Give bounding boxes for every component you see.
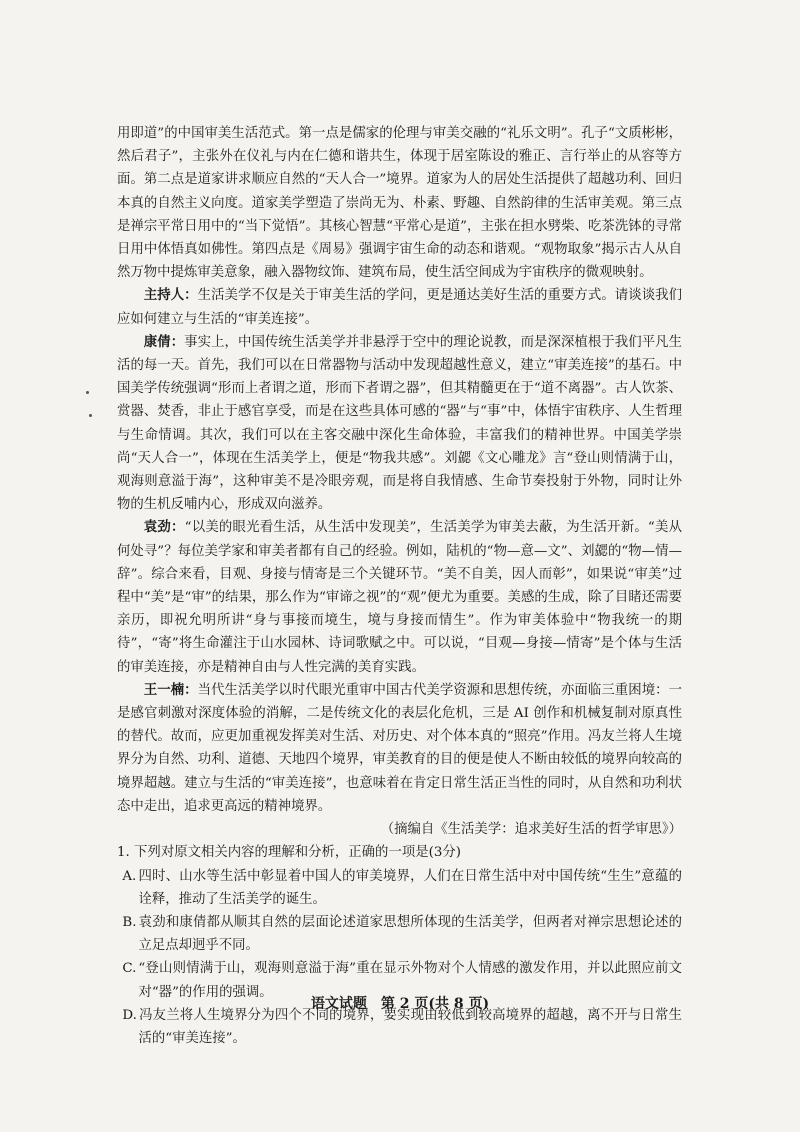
- speaker-yuan-jin: 袁劲：: [143, 519, 185, 536]
- question-1: [117, 841, 682, 1050]
- paragraph-host: [117, 284, 682, 330]
- speaker-kang-qian: 康倩：: [143, 333, 185, 350]
- yuan-jin-text: “以美的眼光看生活，从生活中发现美”，生活美学为审美去蔽，为生活开新。“美从何处寻”？每位美学家和审美者都有自己的经验。例如，陆机的“物—意—文”、刘勰的“物—情—辞”。综合来看，目观、身接与情寄是三个关键环节。“美不自美，因人而彰”，如果说“审美”过程中“美”是“审”的结果，那么作为“审谛之视”的“观”便尤为重要。美感的生成，除了目睹还需要亲历，即祝允明所讲“身与事接而境生，境与身接而情生”。作为审美体验中“物我统一的期待”，“寄”将生命灌注于山水园林、诗词歌赋之中。可以说，“目观—身接—情寄”是个体与生活的审美连接，亦是精神自由与人性完满的美育实践。: [117, 520, 682, 675]
- question-stem: 1. 下列对原文相关内容的理解和分析，正确的一项是(3分): [117, 845, 461, 861]
- option-a[interactable]: [117, 865, 682, 911]
- option-label: B.: [122, 914, 137, 930]
- scan-dot: [89, 414, 92, 417]
- wang-yinan-text: 当代生活美学以时代眼光重审中国古代美学资源和思想传统，亦面临三重困境：一是感官刺激对深度体验的消解，二是传统文化的表层化危机，三是 AI 创作和机械复制对原真性的替代。故而，应更加重视发挥美对生活、对历史、对个体本真的“照亮”作用。冯友兰将人生境界分为自然、功利、道德、天地四个境界，审美教育的目的便是使人不断由较低的境界向较高的境界超越。建立与生活的“审美连接”，也意味着在肯定日常生活正当性的同时，从自然和功利状态中走出，追求更高远的精神境界。: [117, 682, 682, 814]
- host-text: 生活美学不仅是关于审美生活的学问，更是通达美好生活的重要方式。请谈谈我们应如何建立与生活的“审美连接”。: [117, 288, 682, 327]
- option-label: A.: [122, 868, 137, 884]
- option-text: 冯友兰将人生境界分为四个不同的境界，要实现由较低到较高境界的超越，离不开与日常生活的“审美连接”。: [138, 1007, 682, 1046]
- scan-dot: [86, 391, 89, 394]
- option-b[interactable]: [117, 911, 682, 957]
- option-text: 四时、山水等生活中彰显着中国人的审美境界，人们在日常生活中对中国传统“生生”意蕴的诠释，推动了生活美学的诞生。: [138, 868, 682, 907]
- option-label: C.: [122, 961, 137, 977]
- page-footer: 语文试题 第 2 页(共 8 页): [310, 996, 490, 1012]
- speaker-wang-yinan: 王一楠：: [143, 681, 198, 698]
- source-citation: （摘编自《生活美学：追求美好生活的哲学审思》）: [380, 822, 682, 838]
- option-label: D.: [122, 1007, 137, 1023]
- paragraph-wang-yinan: [117, 679, 682, 818]
- kang-qian-text: 事实上，中国传统生活美学并非悬浮于空中的理论说教，而是深深植根于我们平凡生活的每一天。首先，我们可以在日常器物与活动中发现超越性意义，建立“审美连接”的基石。中国美学传统强调“形而上者谓之道，形而下者谓之器”，但其精髓更在于“道不离器”。古人饮茶、赏器、焚香，非止于感官享受，而是在这些具体可感的“器”与“事”中，体悟宇宙秩序、人生哲理与生命情调。其次，我们可以在主客交融中深化生命体验，丰富我们的精神世界。中国美学崇尚“天人合一”，体现在生活美学上，便是“物我共感”。刘勰《文心雕龙》言“登山则情满于山，观海则意溢于海”，这种审美不是冷眼旁观，而是将自我情感、生命节奏投射于外物，同时让外物的生机反哺内心，形成双向滋养。: [117, 334, 683, 513]
- option-text: “登山则情满于山，观海则意溢于海”重在显示外物对个人情感的激发作用，并以此照应前文对“器”的作用的强调。: [138, 961, 682, 1000]
- speaker-host: 主持人：: [143, 287, 198, 304]
- paragraph-yuan-jin: [117, 516, 682, 678]
- option-text: 袁劲和康倩都从顺其自然的层面论述道家思想所体现的生活美学，但两者对禅宗思想论述的立足点却迥乎不同。: [138, 914, 682, 954]
- article-body: [117, 122, 682, 1050]
- paragraph-intro-continued: 用即道”的中国审美生活范式。第一点是儒家的伦理与审美交融的“礼乐文明”。孔子“文质彬彬，然后君子”，主张外在仪礼与内在仁德和谐共生，体现于居室陈设的雅正、言行举止的从容等方面。第二点是道家讲求顺应自然的“天人合一”境界。道家为人的居处生活提供了超越功利、回归本真的自然主义向度。道家美学塑造了崇尚无为、朴素、野趣、自然韵律的生活审美观。第三点是禅宗平常日用中的“当下觉悟”。其核心智慧“平常心是道”，主张在担水劈柴、吃茶洗钵的寻常日用中体悟真如佛性。第四点是《周易》强调宇宙生命的动态和谐观。“观物取象”揭示古人从自然万物中提炼审美意象，融入器物纹饰、建筑布局，使生活空间成为宇宙秩序的微观映射。: [117, 126, 682, 281]
- paragraph-kang-qian: [117, 331, 682, 517]
